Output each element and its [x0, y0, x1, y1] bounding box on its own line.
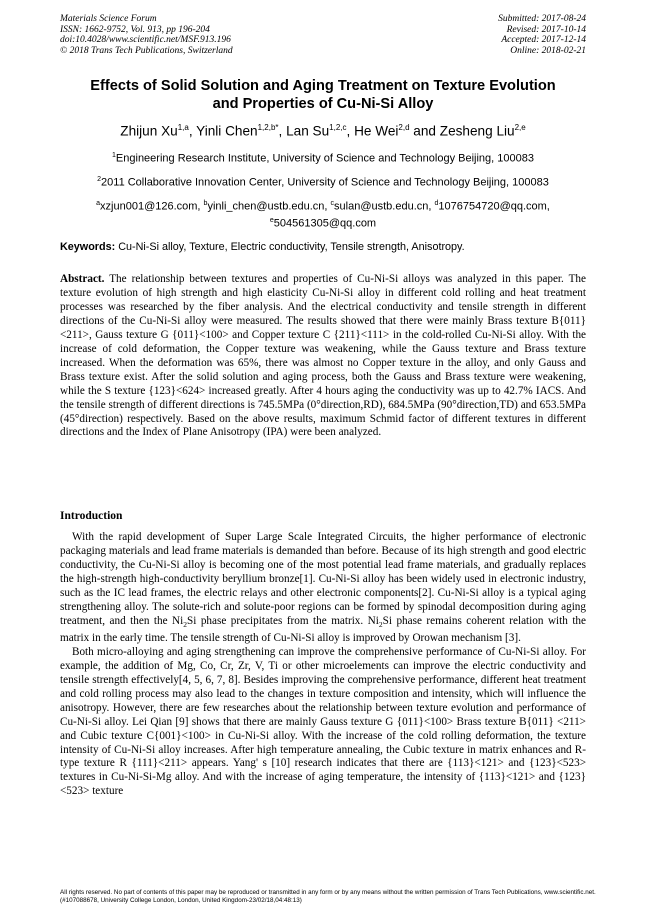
revised-date: Revised: 2017-10-14 — [506, 24, 586, 35]
email-line — [40, 197, 606, 214]
keywords-text: Cu-Ni-Si alloy, Texture, Electric conductivity, Tensile strength, Anisotropy. — [118, 241, 465, 253]
email-mark: b — [203, 200, 208, 207]
author-separator: , — [346, 123, 355, 139]
email-mark: d — [434, 200, 439, 207]
author-name: Zesheng Liu — [439, 123, 515, 139]
copyright-footer: All rights reserved. No part of contents of this paper may be reproduced or transmitted in any form or by any means without the written permission of Trans Tech Publications, www.scientific.net. (#107088678, University College London, London, United Kingdom-23/02/18,04:48:13) — [60, 889, 596, 904]
email-mark: a — [96, 200, 101, 207]
author-affiliation-mark: 1,2,c — [329, 123, 347, 132]
journal-name: Materials Science Forum — [60, 14, 157, 24]
affiliation-text: 2011 Collaborative Innovation Center, University of Science and Technology Beijing, 100083 — [101, 176, 549, 189]
accepted-date: Accepted: 2017-12-14 — [501, 35, 586, 46]
abstract-label: Abstract. — [60, 273, 105, 285]
paragraph — [60, 531, 586, 646]
author-separator: , — [188, 123, 197, 139]
paragraph: Both micro-alloying and aging strengthening can improve the comprehensive performance of Cu-Ni-Si alloy. For example, the addition of Mg, Co, Cr, Zr, V, Ti or other microelements can improve the electric conductivity and tensile strength effectively[4, 5, 6, 7, 8]. Besides improving the comprehensive performance, different heat treatment and cold rolling process may also lead to the changes in texture composition and intensity, which will influence the anisotropy. However, there are few researches about the relationship between texture evolution and performance of Cu-Ni-Si alloy. Lei Qian [9] shows that there are mainly Gauss texture G {011}<100> Brass texture B{011} <211> and Cubic texture C{001}<100> in Cu-Ni-Si alloy. With the increase of the cold rolling deformation, the texture intensity of Cu-Ni-Si alloy increases. After high temperature annealing, the Cubic texture in matrix enhances and R-type texture R {111}<211> appears. Yang' s [10] research indicates that there are {113}<121> and {123}<523> textures in Cu-Ni-Si-Mg alloy. And with the increase of aging temperature, the intensity of {113}<121> and {123}<523> texture — [60, 645, 586, 798]
email-mark: e — [269, 217, 274, 225]
subscript: 2 — [378, 619, 383, 629]
abstract-text: The relationship between textures and properties of Cu-Ni-Si alloys was analyzed in this paper. The texture evolution of high strength and high elasticity Cu-Ni-Si alloy in different cold rolling and heat treatment processes was researched by the fiber analysis. And the electrical conductivity and tensile strength in different directions of the Cu-Ni-Si alloy were measured. The results showed that there were mainly Brass texture B{011}<211>, Gauss texture G {011}<100> and Copper texture C {211}<111> in the cold-rolled Cu-Ni-Si alloy. With the increase of cold deformation, the Copper texture was weakening, while the Gauss texture and Brass texture increased. When the deformation was 65%, there was almost no Copper texture in the alloy, and only Gauss and Brass texture exist. After the solid solution and aging process, both the Gauss and Brass texture were weakening, while the S texture {123}<624> increased greatly. After 4 hours aging the conductivity was up to 42.7% IACS. And the tensile strength of different directions is 745.5MPa (0°direction,RD), 684.5MPa (90°direction,TD) and 653.5MPa (45°direction) respectively. Based on the above results, maximum Schmid factor of different textures in different directions and the Index of Plane Anisotropy (IPA) were been analyzed. — [60, 273, 586, 439]
author-separator: , — [278, 123, 287, 139]
email-address: sulan@ustb.edu.cn, — [334, 200, 435, 213]
journal-issn: ISSN: 1662-9752, Vol. 913, pp 196-204 — [60, 24, 210, 35]
introduction-body — [60, 531, 586, 799]
email-address: xzjun001@126.com, — [100, 200, 204, 213]
affiliation — [40, 173, 606, 190]
author-affiliation-mark: 1,2,b* — [257, 123, 279, 132]
author-name: Lan Su — [286, 123, 330, 139]
subscript: 2 — [183, 619, 187, 629]
author-emails — [40, 197, 606, 231]
email-mark: c — [330, 200, 335, 207]
journal-copyright: © 2018 Trans Tech Publications, Switzerland — [60, 45, 233, 56]
submitted-date: Submitted: 2017-08-24 — [498, 14, 586, 24]
affiliation-mark: 2 — [97, 176, 102, 183]
paragraph-text: Si phase remains coherent relation with the matrix in the early time. The tensile strength of Cu-Ni-Si alloy is improved by Orowan mechanism [3]. — [60, 614, 586, 644]
journal-doi: doi:10.4028/www.scientific.net/MSF.913.196 — [60, 35, 231, 46]
abstract — [60, 273, 586, 440]
keywords — [60, 240, 586, 254]
paper-title — [40, 78, 606, 113]
author-name: He Wei — [354, 123, 399, 139]
submission-dates — [498, 14, 586, 56]
author-list — [40, 120, 606, 140]
author-name: Yinli Chen — [196, 123, 258, 139]
paragraph-text: Si phase precipitates from the matrix. Ni — [187, 614, 379, 627]
affiliation-text: Engineering Research Institute, University of Science and Technology Beijing, 100083 — [115, 152, 534, 165]
journal-info — [60, 14, 233, 56]
author-affiliation-mark: 1,a — [177, 123, 189, 132]
author-affiliation-mark: 2,d — [398, 123, 410, 132]
keywords-label: Keywords: — [60, 241, 116, 253]
title-line: and Properties of Cu-Ni-Si Alloy — [212, 95, 434, 112]
author-affiliation-mark: 2,e — [514, 123, 526, 132]
author-separator: and — [409, 123, 440, 139]
affiliation-mark: 1 — [112, 152, 116, 159]
paragraph-text: With the rapid development of Super Large Scale Integrated Circuits, the higher performance of electronic packaging materials and lead frame materials is demanded than before. Because of its high strength and good electric conductivity, the Cu-Ni-Si alloy is becoming one of the most potential lead frame materials, and gradually replaces the high-strength high-conductivity beryllium bronze[1]. Cu-Ni-Si alloy has been widely used in electronic industry, such as the IC lead frames, the electric relays and other electronic components[2]. Cu-Ni-Si alloy is a typical aging strengthening alloy. The solute-rich and solute-poor regions can be formed by spinodal decomposition during aging treatment, and then the Ni — [60, 531, 586, 627]
title-line: Effects of Solid Solution and Aging Treatment on Texture Evolution — [90, 78, 556, 94]
section-heading: Introduction — [60, 510, 123, 522]
author-name: Zhijun Xu — [120, 123, 178, 139]
email-address: 1076754720@qq.com, — [438, 200, 550, 213]
email-address: 504561305@qq.com — [273, 217, 377, 230]
email-address: yinli_chen@ustb.edu.cn, — [207, 200, 331, 213]
affiliation — [40, 149, 606, 166]
online-date: Online: 2018-02-21 — [510, 45, 586, 56]
email-line — [40, 214, 606, 231]
